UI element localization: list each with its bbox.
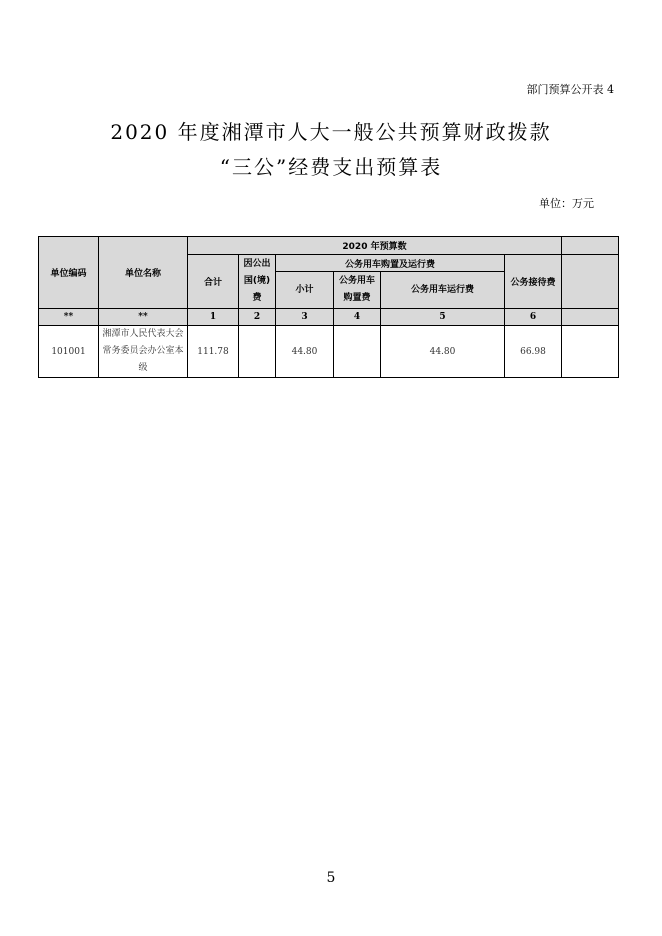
index-cell: 2: [239, 309, 276, 326]
header-abroad: 因公出国(境)费: [239, 255, 276, 309]
header-vehicle-operation: 公务用车运行费: [381, 272, 505, 309]
header-vehicle-group: 公务用车购置及运行费: [276, 255, 505, 272]
header-unit-name: 单位名称: [99, 237, 188, 309]
header-reception: 公务接待费: [505, 255, 562, 309]
header-budget-group: 2020 年预算数: [188, 237, 562, 255]
document-subtitle: “三公”经费支出预算表: [219, 155, 443, 179]
cell-unit-name: 湘潭市人民代表大会常务委员会办公室本级: [99, 326, 188, 378]
index-cell: 6: [505, 309, 562, 326]
cell-vehicle-operation: 44.80: [381, 326, 505, 378]
unit-label: 单位：万元: [539, 197, 594, 210]
page-label: 部门预算公开表 4: [526, 83, 614, 96]
index-cell: **: [39, 309, 99, 326]
page-number: 5: [326, 870, 336, 886]
index-cell: **: [99, 309, 188, 326]
cell-unit-code: 101001: [39, 326, 99, 378]
cell-extra: [562, 326, 619, 378]
index-cell: 4: [334, 309, 381, 326]
index-cell: 5: [381, 309, 505, 326]
cell-vehicle-purchase: [334, 326, 381, 378]
cell-abroad: [239, 326, 276, 378]
index-cell: [562, 309, 619, 326]
cell-total: 111.78: [188, 326, 239, 378]
index-row: [39, 309, 619, 326]
header-vehicle-purchase: 公务用车购置费: [334, 272, 381, 309]
budget-table: [38, 236, 619, 378]
header-extra: [562, 255, 619, 309]
cell-reception: 66.98: [505, 326, 562, 378]
index-cell: 1: [188, 309, 239, 326]
header-extra: [562, 237, 619, 255]
header-subtotal: 小计: [276, 272, 334, 309]
table-row: [39, 326, 619, 378]
cell-subtotal: 44.80: [276, 326, 334, 378]
index-cell: 3: [276, 309, 334, 326]
header-total: 合计: [188, 255, 239, 309]
header-unit-code: 单位编码: [39, 237, 99, 309]
document-title: 2020 年度湘潭市人大一般公共预算财政拨款: [110, 120, 552, 144]
